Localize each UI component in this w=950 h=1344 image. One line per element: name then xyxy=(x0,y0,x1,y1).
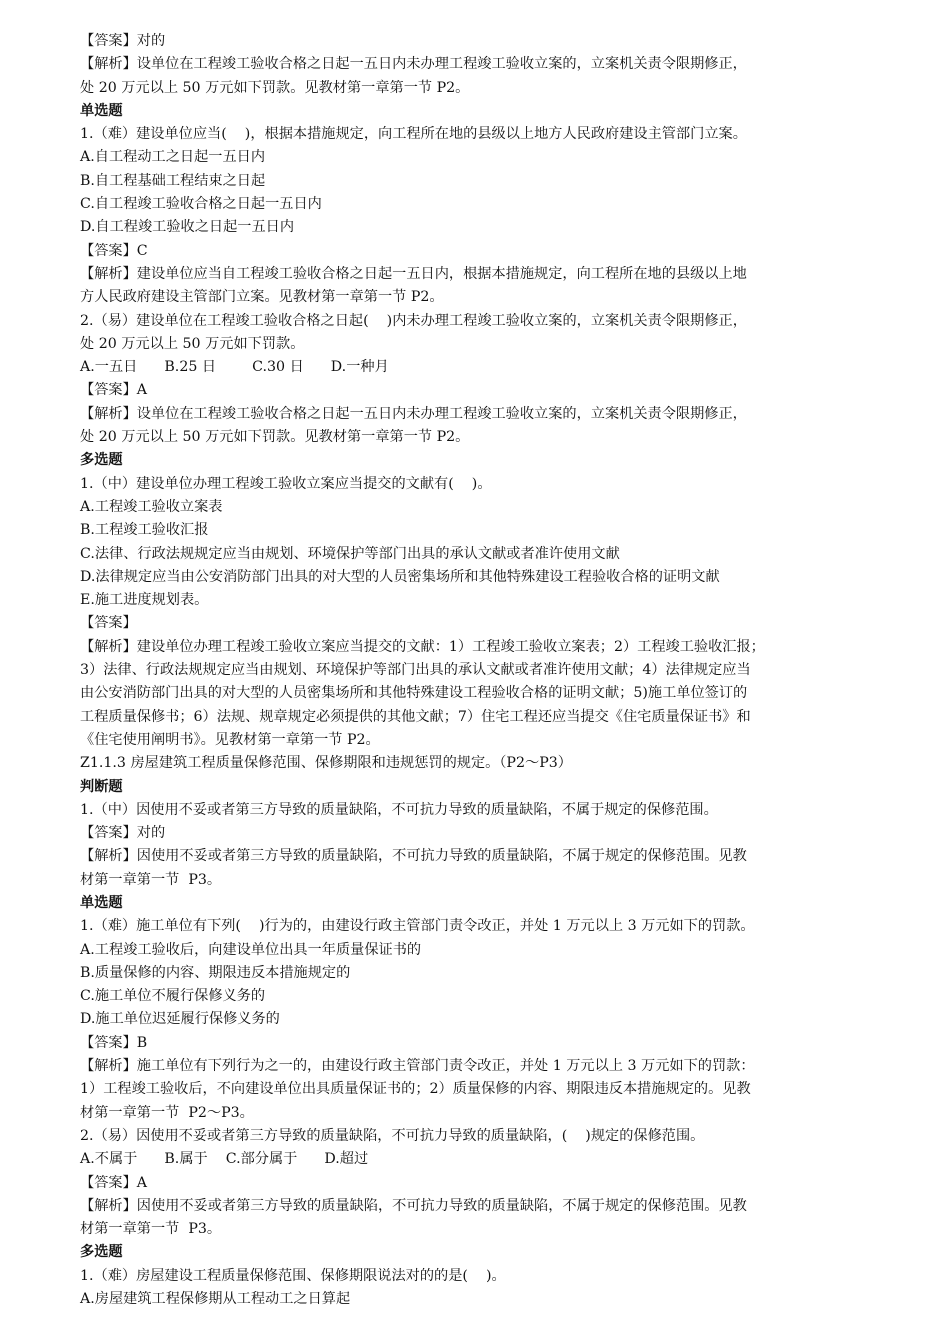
text-line: 2.（易）建设单位在工程竣工验收合格之日起( )内未办理工程竣工验收立案的，立案机关责令限期修正， xyxy=(80,312,747,329)
text-line: A.房屋建筑工程保修期从工程动工之日算起 xyxy=(80,1291,351,1308)
text-line: 处 20 万元以上 50 万元如下罚款。 xyxy=(80,335,305,352)
text-line: C.法律、行政法规规定应当由规划、环境保护等部门出具的承认文献或者准许使用文献 xyxy=(80,545,620,562)
text-line: 1.（中）因使用不妥或者第三方导致的质量缺陷，不可抗力导致的质量缺陷，不属于规定的保修范围。 xyxy=(80,801,718,818)
text-line: 3）法律、行政法规规定应当由规划、环境保护等部门出具的承认文献或者准许使用文献；4）法律规定应当 xyxy=(80,662,751,679)
text-line: 材第一章第一节 P3。 xyxy=(80,871,222,888)
text-line: 【解析】设单位在工程竣工验收合格之日起一五日内未办理工程竣工验收立案的，立案机关责令限期修正， xyxy=(80,405,747,422)
document-body xyxy=(80,30,880,1311)
text-line: A.自工程动工之日起一五日内 xyxy=(80,149,266,166)
text-line: 【解析】施工单位有下列行为之一的，由建设行政主管部门责令改正，并处 1 万元以上 3 万元如下的罚款： xyxy=(80,1058,755,1075)
text-line: 方人民政府建设主管部门立案。见教材第一章第一节 P2。 xyxy=(80,289,444,306)
text-line: 1.（中）建设单位办理工程竣工验收立案应当提交的文献有( )。 xyxy=(80,475,492,492)
text-line: 【答案】 xyxy=(80,615,137,632)
text-line: 《住宅使用阐明书》。见教材第一章第一节 P2。 xyxy=(80,731,380,748)
text-line: D.自工程竣工验收之日起一五日内 xyxy=(80,219,295,236)
text-line: C.施工单位不履行保修义务的 xyxy=(80,988,266,1005)
text-line: 材第一章第一节 P3。 xyxy=(80,1221,222,1238)
text-line: 【解析】因使用不妥或者第三方导致的质量缺陷，不可抗力导致的质量缺陷，不属于规定的保修范围。见教 xyxy=(80,1197,747,1214)
text-line: 【答案】对的 xyxy=(80,33,166,49)
text-line: 【解析】建设单位办理工程竣工验收立案应当提交的文献：1）工程竣工验收立案表；2）工程竣工验收汇报； xyxy=(80,638,765,655)
text-line: 2.（易）因使用不妥或者第三方导致的质量缺陷，不可抗力导致的质量缺陷，( )规定的保修范围。 xyxy=(80,1127,705,1144)
text-line: Z1.1.3 房屋建筑工程质量保修范围、保修期限和违规惩罚的规定。（P2～P3） xyxy=(80,755,572,772)
text-line: 处 20 万元以上 50 万元如下罚款。见教材第一章第一节 P2。 xyxy=(80,429,470,446)
text-line: 1.（难）施工单位有下列( )行为的，由建设行政主管部门责令改正，并处 1 万元以上 3 万元如下的罚款。 xyxy=(80,918,755,935)
section-heading: 单选题 xyxy=(80,894,123,911)
text-line: D.施工单位迟延履行保修义务的 xyxy=(80,1011,280,1028)
text-line: 【答案】C xyxy=(80,242,148,259)
text-line: B.自工程基础工程结束之日起 xyxy=(80,172,266,189)
text-line: 【答案】B xyxy=(80,1034,148,1051)
text-line: D.法律规定应当由公安消防部门出具的对大型的人员密集场所和其他特殊建设工程验收合格的证明文献 xyxy=(80,568,720,585)
section-heading: 多选题 xyxy=(80,1244,123,1261)
text-line: 1）工程竣工验收后，不向建设单位出具质量保证书的；2）质量保修的内容、期限违反本措施规定的。见教 xyxy=(80,1081,751,1098)
text-line: 工程质量保修书；6）法规、规章规定必须提供的其他文献；7）住宅工程还应当提交《住宅质量保证书》和 xyxy=(80,708,751,725)
text-line: B.质量保修的内容、期限违反本措施规定的 xyxy=(80,964,351,981)
text-line: C.自工程竣工验收合格之日起一五日内 xyxy=(80,196,322,213)
section-heading: 多选题 xyxy=(80,452,123,469)
text-line: 【解析】设单位在工程竣工验收合格之日起一五日内未办理工程竣工验收立案的，立案机关责令限期修正， xyxy=(80,56,747,73)
text-line: A.工程竣工验收立案表 xyxy=(80,498,223,515)
text-line: 1.（难）建设单位应当( )，根据本措施规定，向工程所在地的县级以上地方人民政府建设主管部门立案。 xyxy=(80,126,747,143)
text-line: 【解析】因使用不妥或者第三方导致的质量缺陷，不可抗力导致的质量缺陷，不属于规定的保修范围。见教 xyxy=(80,848,747,865)
text-line: E.施工进度规划表。 xyxy=(80,592,209,609)
section-heading: 判断题 xyxy=(80,778,123,795)
text-line: A.工程竣工验收后，向建设单位出具一年质量保证书的 xyxy=(80,941,422,958)
text-line: A.不属于 B.属于 C.部分属于 D.超过 xyxy=(80,1151,369,1168)
text-line: 1.（难）房屋建设工程质量保修范围、保修期限说法对的的是( )。 xyxy=(80,1267,506,1284)
text-line: 【答案】A xyxy=(80,382,147,399)
text-line: 由公安消防部门出具的对大型的人员密集场所和其他特殊建设工程验收合格的证明文献；5)施工单位签订的 xyxy=(80,685,748,702)
text-line: 【解析】建设单位应当自工程竣工验收合格之日起一五日内，根据本措施规定，向工程所在地的县级以上地 xyxy=(80,265,747,282)
text-line: 材第一章第一节 P2～P3。 xyxy=(80,1104,254,1121)
section-heading: 单选题 xyxy=(80,102,123,119)
text-line: 【答案】对的 xyxy=(80,825,166,842)
text-line: 【答案】A xyxy=(80,1174,147,1191)
text-line: 处 20 万元以上 50 万元如下罚款。见教材第一章第一节 P2。 xyxy=(80,79,470,96)
text-line: A.一五日 B.25 日 C.30 日 D.一种月 xyxy=(80,359,389,376)
text-line: B.工程竣工验收汇报 xyxy=(80,522,209,539)
